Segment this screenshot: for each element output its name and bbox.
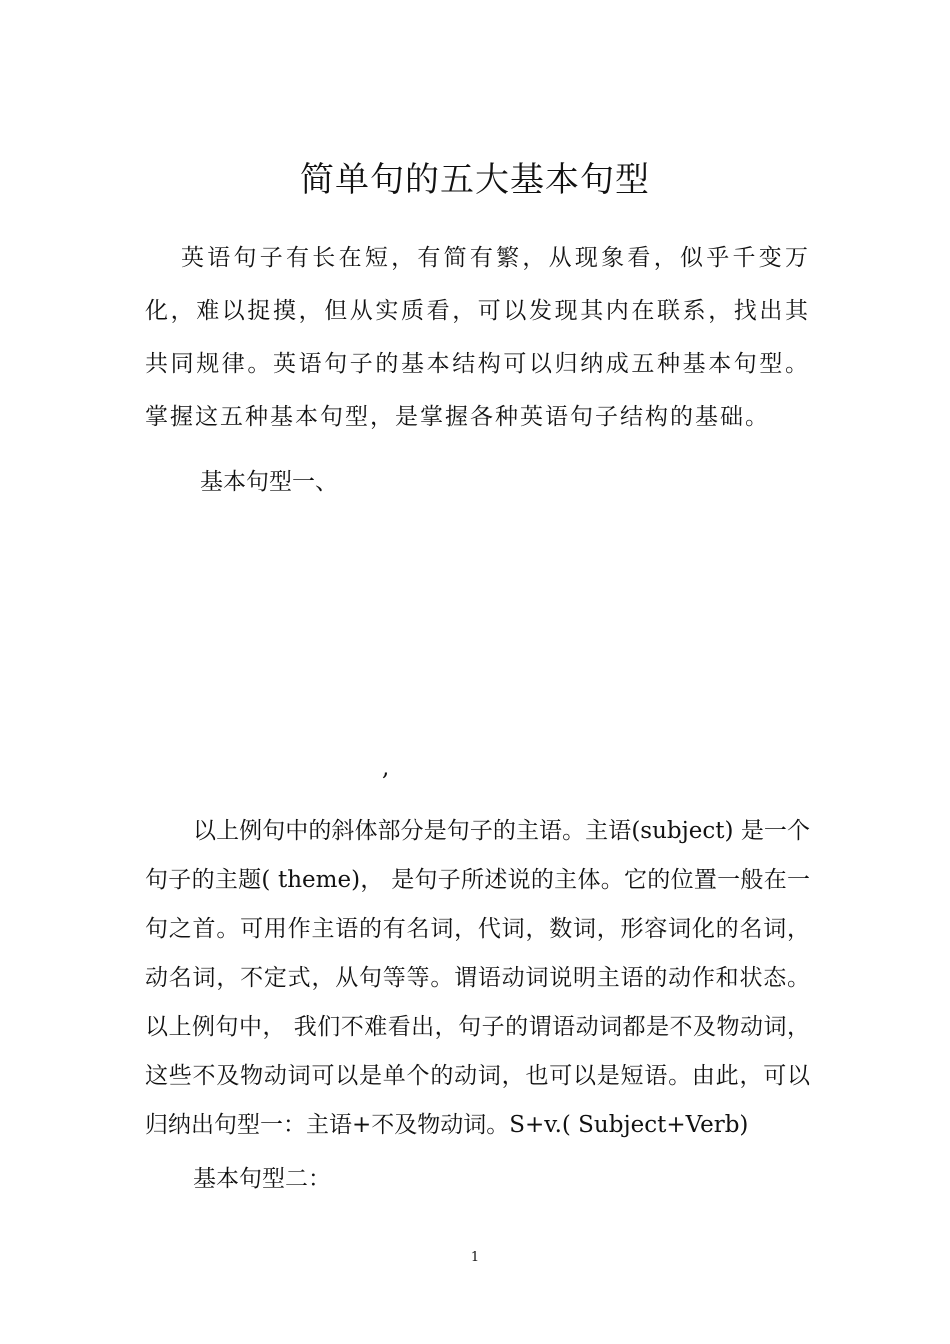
stray-comma: ,: [382, 755, 390, 781]
section-heading-1: 基本句型一、: [200, 469, 338, 495]
section-heading-2: 基本句型二：: [193, 1166, 331, 1192]
intro-paragraph: 英语句子有长在短，有简有繁，从现象看，似乎千变万化，难以捉摸，但从实质看，可以发现其内在联系，找出其共同规律。英语句子的基本结构可以归纳成五种基本句型。掌握这五种基本句型，是掌握各种英语句子结构的基础。: [145, 245, 810, 430]
document-title: 简单句的五大基本句型: [300, 160, 650, 200]
body-paragraph: 以上例句中的斜体部分是句子的主语。主语(subject) 是一个句子的主题( theme)， 是句子所述说的主体。它的位置一般在一句之首。可用作主语的有名词，代词，数词，形容词化的名词，动名词，不定式，从句等等。谓语动词说明主语的动作和状态。以上例句中， 我们不难看出，句子的谓语动词都是不及物动词，这些不及物动词可以是单个的动词，也可以是短语。由此，可以归纳出句型一：主语+不及物动词。S+v.( Subject+Verb): [145, 818, 810, 1138]
page-number: 1: [470, 1250, 480, 1265]
